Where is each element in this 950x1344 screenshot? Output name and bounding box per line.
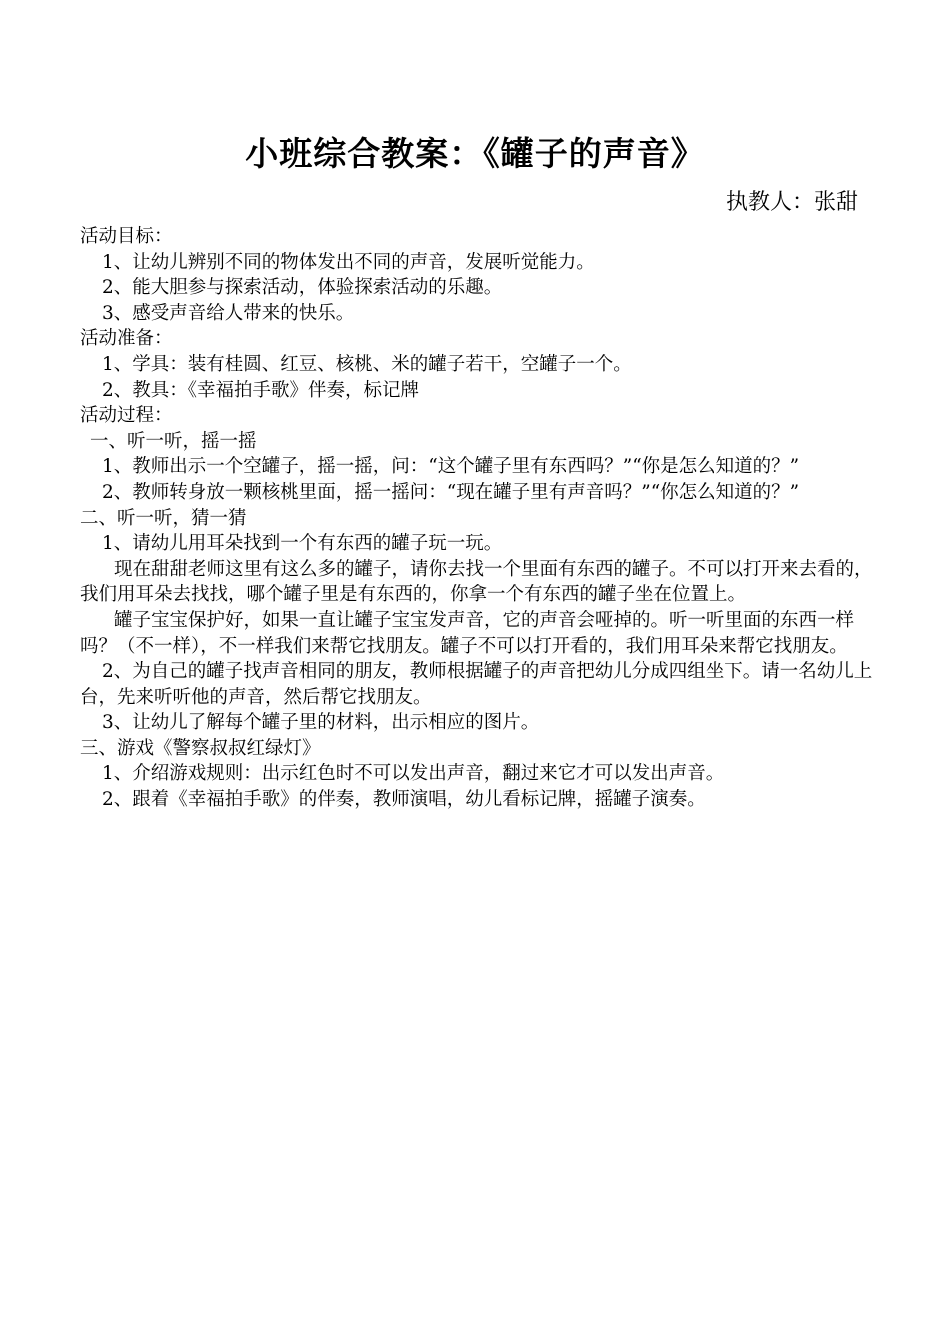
goal-item: 2、能大胆参与探索活动，体验探索活动的乐趣。 (102, 277, 503, 299)
paragraph: 2、为自己的罐子找声音相同的朋友，教师根据罐子的声音把幼儿分成四组坐下。请一名幼儿上台，先来听听他的声音，然后帮它找朋友。 (80, 661, 873, 708)
section-heading: 二、听一听，猜一猜 (80, 507, 247, 529)
paragraph: 2、跟着《幸福拍手歌》的伴奏，教师演唱，幼儿看标记牌，摇罐子演奏。 (102, 789, 706, 811)
document-title: 小班综合教案：《罐子的声音》 (245, 134, 705, 173)
paragraph: 3、让幼儿了解每个罐子里的材料，出示相应的图片。 (102, 712, 540, 734)
paragraph: 2、教师转身放一颗核桃里面，摇一摇问：“现在罐子里有声音吗？”“你怎么知道的？” (102, 481, 800, 503)
prep-heading: 活动准备： (80, 328, 173, 350)
document-body (80, 224, 875, 813)
paragraph: 1、教师出示一个空罐子，摇一摇，问：“这个罐子里有东西吗？”“你是怎么知道的？” (102, 456, 800, 478)
author-line: 执教人：张甜 (725, 190, 858, 215)
prep-item: 1、学具：装有桂圆、红豆、核桃、米的罐子若干，空罐子一个。 (102, 353, 632, 375)
paragraph: 1、介绍游戏规则：出示红色时不可以发出声音，翻过来它才可以发出声音。 (102, 763, 725, 785)
paragraph: 1、请幼儿用耳朵找到一个有东西的罐子玩一玩。 (102, 533, 503, 555)
process-heading: 活动过程： (80, 405, 173, 427)
paragraph: 现在甜甜老师这里有这么多的罐子，请你去找一个里面有东西的罐子。不可以打开来去看的，我们用耳朵去找找，哪个罐子里是有东西的，你拿一个有东西的罐子坐在位置上。 (80, 558, 873, 606)
section-heading: 一、听一听，摇一摇 (90, 430, 257, 452)
prep-item: 2、教具：《幸福拍手歌》伴奏，标记牌 (102, 379, 420, 401)
section-heading: 三、游戏《警察叔叔红绿灯》 (80, 737, 321, 759)
goal-item: 3、感受声音给人带来的快乐。 (102, 302, 355, 324)
goal-item: 1、让幼儿辨别不同的物体发出不同的声音，发展听觉能力。 (102, 251, 595, 273)
goals-heading: 活动目标： (80, 226, 173, 247)
paragraph: 罐子宝宝保护好，如果一直让罐子宝宝发声音，它的声音会哑掉的。听一听里面的东西一样吗？（不一样），不一样我们来帮它找朋友。罐子不可以打开看的，我们用耳朵来帮它找朋友。 (80, 609, 855, 657)
